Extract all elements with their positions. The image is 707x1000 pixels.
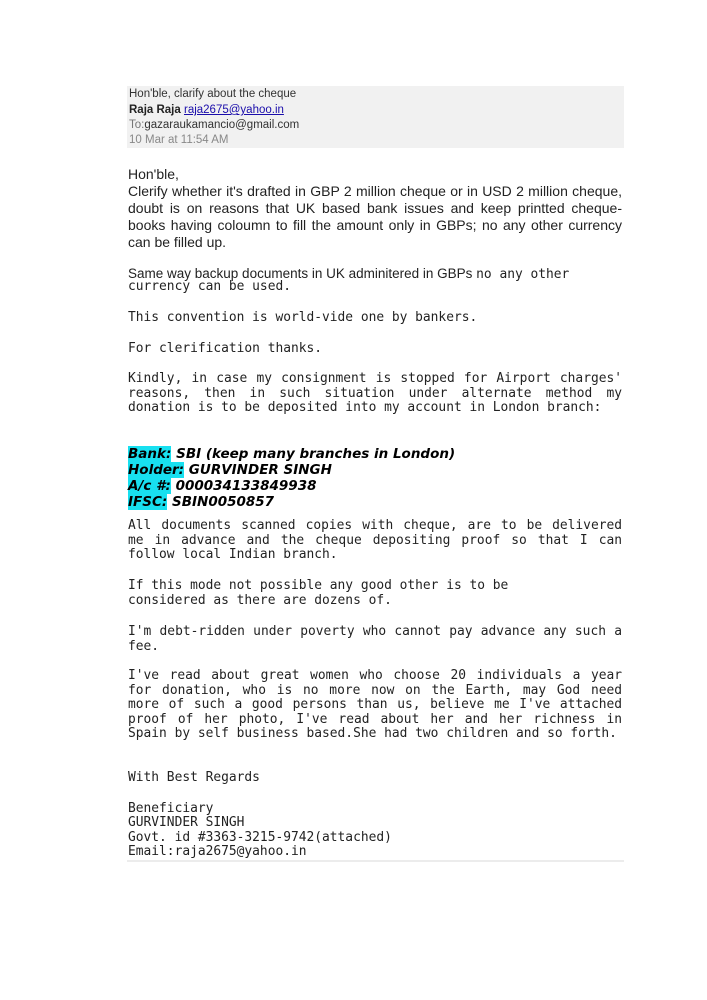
holder-label: Holder: <box>128 462 185 478</box>
email-date: 10 Mar at 11:54 AM <box>129 134 229 146</box>
paragraph-debt: I'm debt-ridden under poverty who cannot pay advance any such a fee. <box>128 624 622 654</box>
paragraph-thanks: For clerification thanks. <box>128 341 323 356</box>
holder-value: GURVINDER SINGH <box>184 462 332 478</box>
signature-name: GURVINDER SINGH <box>128 815 245 830</box>
backup-docs-text: Same way backup documents in UK adminitered in GBPs <box>128 266 477 281</box>
account-value: 000034133849938 <box>170 478 317 494</box>
bank-value: SBI (keep many branches in London) <box>171 446 456 462</box>
closing: With Best Regards <box>128 770 260 785</box>
paragraph-alternate-method: Kindly, in case my consignment is stopped for Airport charges' reasons, then in such situation under alternate method my donation is to be deposited into my account in London branch: <box>128 371 622 416</box>
account-number-line <box>128 478 316 494</box>
ifsc-label: IFSC: <box>128 494 168 510</box>
paragraph-alternate-mode-2: considered as there are dozens of. <box>128 593 392 608</box>
bank-name-line <box>128 446 455 462</box>
recipient-line <box>129 119 299 131</box>
footer-divider <box>127 860 624 862</box>
paragraph-documents: All documents scanned copies with cheque, are to be delivered me in advance and the cheque depositing proof so that I can follow local Indian branch. <box>128 518 622 563</box>
bank-label: Bank: <box>128 446 172 462</box>
ifsc-value: SBIN0050857 <box>167 494 275 510</box>
backup-docs-continuation: currency can be used. <box>128 279 291 294</box>
signature-beneficiary: Beneficiary <box>128 801 214 816</box>
paragraph-alternate-mode-1: If this mode not possible any good other is to be <box>128 578 509 593</box>
paragraph-cheque-query: Clerify whether it's drafted in GBP 2 million cheque or in USD 2 million cheque, doubt is on reasons that UK based bank issues and keep printted cheque-books having coloumn to fill the amount only in GBPs; no any other currency can be filled up. <box>128 183 622 250</box>
to-label: To: <box>129 119 145 131</box>
greeting: Hon'ble, <box>128 166 179 182</box>
sender-name: Raja Raja <box>129 104 181 116</box>
signature-govt-id: Govt. id #3363-3215-9742(attached) <box>128 830 392 845</box>
paragraph-great-women: I've read about great women who choose 20 individuals a year for donation, who is no more now on the Earth, may God need more of such a good persons than us, believe me I've attached proof of her photo, I've read about her and her richness in Spain by self business based.She had two children and so forth. <box>128 668 622 742</box>
backup-docs-mono-text: no any other <box>476 267 570 282</box>
account-label: A/c #: <box>128 478 171 494</box>
ifsc-line <box>128 494 274 510</box>
email-subject: Hon'ble, clarify about the cheque <box>129 88 297 100</box>
sender-line <box>129 104 284 116</box>
sender-email-link[interactable]: raja2675@yahoo.in <box>183 104 284 116</box>
signature-email: Email:raja2675@yahoo.in <box>128 844 307 859</box>
email-header <box>127 86 624 148</box>
account-holder-line <box>128 462 332 478</box>
paragraph-convention: This convention is world-vide one by bankers. <box>128 310 478 325</box>
recipient-email: gazaraukamancio@gmail.com <box>144 119 300 131</box>
